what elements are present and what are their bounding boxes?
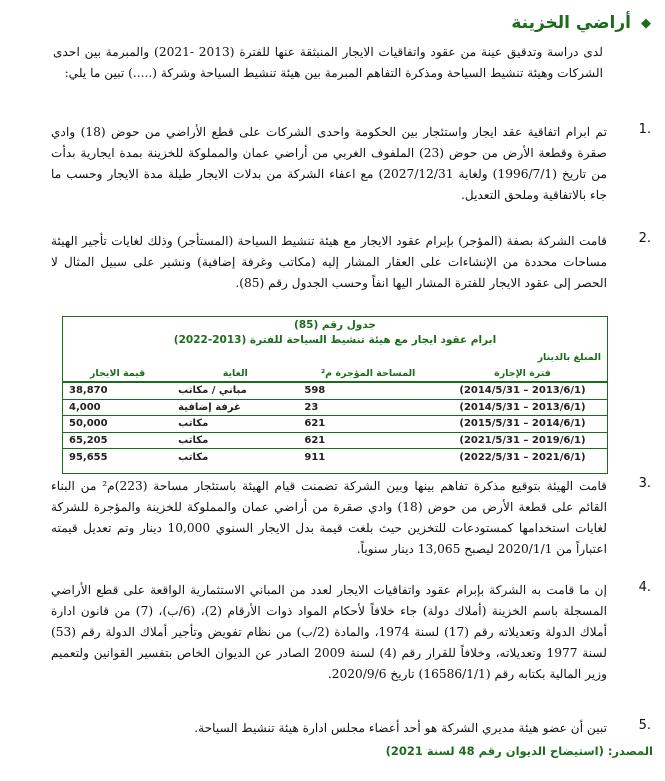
item-number: .4	[638, 580, 651, 595]
table-row	[63, 449, 607, 465]
table-title: ابرام عقود ايجار مع هيئة تنشيط السياحة للفترة (2013-2022)	[173, 334, 497, 346]
cell-area: 621	[298, 432, 438, 449]
table-row	[63, 416, 607, 433]
item-text: تبين أن عضو هيئة مديري الشركة هو أحد أعضاء مجلس ادارة هيئة تنشيط السياحة.	[194, 721, 607, 735]
cell-purpose: مباني / مكاتب	[172, 382, 298, 399]
cell-value: 38,870	[63, 382, 172, 399]
item-number: .3	[638, 476, 651, 491]
cell-purpose: مكاتب	[172, 432, 298, 449]
cell-value: 4,000	[63, 399, 172, 416]
cell-period: (2014/6/1 – 2015/5/31)	[438, 416, 607, 433]
table-header-row	[63, 366, 607, 382]
cell-period: (2013/6/1 – 2014/5/31)	[438, 399, 607, 416]
cell-value: 65,205	[63, 432, 172, 449]
table-row	[63, 382, 607, 399]
item-number: .1	[638, 122, 651, 137]
diamond-bullet-icon: ◆	[641, 15, 651, 31]
list-item	[51, 231, 651, 294]
header-period: فترة الإجارة	[438, 366, 607, 382]
item-number: .2	[638, 231, 651, 246]
source-note: المصدر: (استيضاح الديوان رقم 48 لسنة 2021)	[385, 744, 653, 758]
cell-purpose: مكاتب	[172, 416, 298, 433]
item-text: إن ما قامت به الشركة بإبرام عقود واتفاقيات الايجار لعدد من المباني الاستثمارية الواقعة على قطع الأراضي المسجلة باسم الخزينة (أملاك دولة) جاء خلافاً لأحكام المواد ذوات الأرقام (2)، (6/ب)، (7) من قانون ادارة أملاك الدولة وتعديلاته رقم (17) لسنة 1974، والمادة (2/ب) من نظام تفويض وتأجير أملاك الدولة رقم (53) لسنة 1977 وتعديلاته، وخلافاً للقرار رقم (4) لسنة 2009 الصادر عن الديوان الخاص بتفسير القوانين ولتعميم وزير المالية بكتابه رقم (16586/1/1) تاريخ 2020/9/6.	[51, 583, 608, 681]
cell-purpose: غرفة إضافية	[172, 399, 298, 416]
cell-area: 23	[298, 399, 438, 416]
list-item	[51, 476, 651, 560]
item-text: قامت الشركة بصفة (المؤجر) بإبرام عقود الايجار مع هيئة تنشيط السياحة (المستأجر) وذلك لغايات تأجير الهيئة مساحات محددة من الإنشاءات على العقار المشار إليه (مكاتب وغرفة إضافية) ونشير على سبيل المثال لا الحصر إلى عقود الايجار للفترة المشار اليها انفاً وحسب الجدول رقم (85).	[51, 234, 607, 290]
list-item	[51, 122, 651, 206]
cell-period: (2013/6/1 – 2014/5/31)	[438, 382, 607, 399]
section-heading	[511, 10, 651, 36]
item-text: قامت الهيئة بتوقيع مذكرة تفاهم بينها وبين الشركة تضمنت قيام الهيئة باستئجار مساحة (223)م² من البناء القائم على قطعة الأرض من حوض (18) وادي صقرة من أراضي عمان والمملوكة للخزينة والمؤجرة للشركة لغايات استخدامها كمستودعات للتخزين حيث بلغت قيمة بدل الايجار السنوي 10,000 دينار وتم تعديل قيمته اعتباراً من 2020/1/1 ليصبح 13,065 دينار سنوياً.	[51, 479, 608, 556]
intro-paragraph: لدى دراسة وتدقيق عينة من عقود واتفاقيات الايجار المنبثقة عنها للفترة (2013 -2021) والمبرمة بين احدى الشركات وهيئة تنشيط السياحة ومذكرة التفاهم المبرمة بين هيئة تنشيط السياحة وشركة (.....) تبين ما يلي:	[53, 45, 603, 80]
lease-table	[63, 366, 607, 465]
cell-area: 598	[298, 382, 438, 399]
cell-period: (2019/6/1 – 2021/5/31)	[438, 432, 607, 449]
table-number: جدول رقم (85)	[294, 319, 376, 331]
list-item	[51, 580, 651, 685]
lease-table-box	[62, 316, 608, 474]
cell-value: 95,655	[69, 451, 108, 463]
table-row	[63, 432, 607, 449]
header-area: المساحة المؤجرة م²	[298, 366, 438, 382]
cell-area: 621	[298, 416, 438, 433]
list-item	[51, 718, 651, 739]
cell-area: 911	[304, 451, 326, 463]
header-purpose: الغاية	[172, 366, 298, 382]
section-title: أراضي الخزينة	[511, 13, 631, 33]
cell-value: 50,000	[63, 416, 172, 433]
cell-purpose: مكاتب	[178, 451, 209, 463]
table-unit: المبلغ بالدينار	[537, 352, 601, 363]
cell-period: (2021/6/1 – 2022/5/31)	[459, 451, 586, 463]
item-text: تم ابرام اتفاقية عقد ايجار واستئجار بين الحكومة واحدى الشركات على قطع الأراضي من حوض (18) وادي صقرة وقطعة الأرض من حوض (23) الملفوف الغربي من أراضي عمان والمملوكة للخزينة بمدة ايجارية بدأت من تاريخ (1996/7/1) ولغاية 2027/12/31) مع اعفاء الشركة من بدلات الايجار طيلة مدة الايجار وحسب ما جاء بالاتفاقية وملحق التعديل.	[51, 125, 608, 202]
table-row	[63, 399, 607, 416]
item-number: .5	[638, 718, 651, 733]
header-value: قيمة الايجار	[63, 366, 172, 382]
